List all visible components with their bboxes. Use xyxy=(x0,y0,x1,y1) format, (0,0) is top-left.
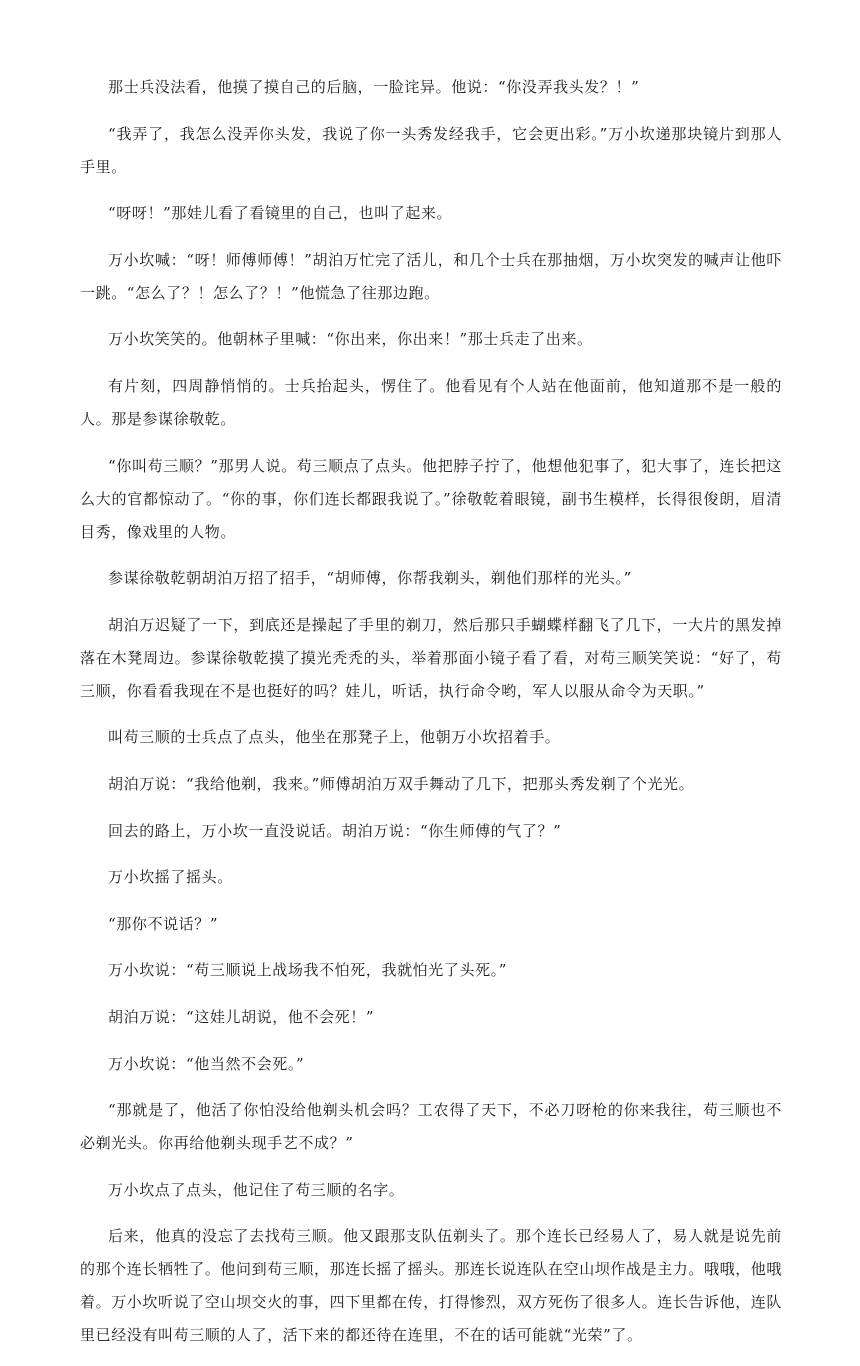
paragraph-9: 胡泊万迟疑了一下，到底还是操起了手里的剃刀，然后那只手蝴蝶样翻飞了几下，一大片的黑发掉落在木凳周边。参谋徐敬乾摸了摸光秃秃的头，举着那面小镜子看了看，对苟三顺笑笑说：“好了，苟三顺，你看看我现在不是也挺好的吗？娃儿，听话，执行命令哟，军人以服从命令为天职。” xyxy=(80,615,782,700)
paragraph-4: 万小坎喊：“呀！师傅师傅！”胡泊万忙完了活儿，和几个士兵在那抽烟，万小坎突发的喊声让他吓一跳。“怎么了？！怎么了？！”他慌急了往那边跑。 xyxy=(80,250,782,302)
paragraph-19: 万小坎点了点头，他记住了苟三顺的名字。 xyxy=(108,1180,405,1199)
paragraph-15: 万小坎说：“苟三顺说上战场我不怕死，我就怕光了头死。” xyxy=(108,961,508,980)
paragraph-3: “呀呀！”那娃儿看了看镜里的自己，也叫了起来。 xyxy=(108,204,453,223)
paragraph-2: “我弄了，我怎么没弄你头发，我说了你一头秀发经我手，它会更出彩。”万小坎递那块镜片到那人手里。 xyxy=(80,124,782,176)
paragraph-14: “那你不说话？” xyxy=(108,914,219,933)
paragraph-8: 参谋徐敬乾朝胡泊万招了招手，“胡师傅，你帮我剃头，剃他们那样的光头。” xyxy=(108,569,632,588)
paragraph-10: 叫苟三顺的士兵点了点头，他坐在那凳子上，他朝万小坎招着手。 xyxy=(108,728,561,747)
paragraph-12: 回去的路上，万小坎一直没说话。胡泊万说：“你生师傅的气了？” xyxy=(108,821,562,840)
paragraph-16: 胡泊万说：“这娃儿胡说，他不会死！” xyxy=(108,1007,375,1026)
paragraph-11: 胡泊万说：“我给他剃，我来。”师傅胡泊万双手舞动了几下，把那头秀发剃了个光光。 xyxy=(108,774,695,793)
paragraph-1: 那士兵没法看，他摸了摸自己的后脑，一脸诧异。他说：“你没弄我头发？！” xyxy=(108,78,640,96)
paragraph-20: 后来，他真的没忘了去找苟三顺。他又跟那支队伍剃头了。那个连长已经易人了，易人就是说先前的那个连长牺牲了。他问到苟三顺，那连长摇了摇头。那连长说连队在空山坝作战是主力。哦哦，他哦着。万小坎听说了空山坝交火的事，四下里都在传，打得惨烈，双方死伤了很多人。连长告诉他，连队里已经没有叫苟三顺的人了，活下来的都还待在连里，不在的话可能就“光荣”了。 xyxy=(80,1227,783,1345)
paragraph-18: “那就是了，他活了你怕没给他剃头机会吗？工农得了天下，不必刀呀枪的你来我往，苟三顺也不必剃光头。你再给他剃头现手艺不成？” xyxy=(80,1101,782,1153)
paragraph-7: “你叫苟三顺？”那男人说。苟三顺点了点头。他把脖子拧了，他想他犯事了，犯大事了，连长把这么大的官都惊动了。“你的事，你们连长都跟我说了。”徐敬乾着眼镜，副书生模样，长得很俊朗，眉清目秀，像戏里的人物。 xyxy=(80,456,782,541)
story-text xyxy=(80,71,782,1366)
paragraph-6: 有片刻，四周静悄悄的。士兵抬起头，愣住了。他看见有个人站在他面前，他知道那不是一般的人。那是参谋徐敬乾。 xyxy=(80,376,782,428)
paragraph-13: 万小坎摇了摇头。 xyxy=(108,868,233,887)
paragraph-5: 万小坎笑笑的。他朝林子里喊：“你出来，你出来！”那士兵走了出来。 xyxy=(108,330,593,349)
paragraph-17: 万小坎说：“他当然不会死。” xyxy=(108,1054,305,1073)
